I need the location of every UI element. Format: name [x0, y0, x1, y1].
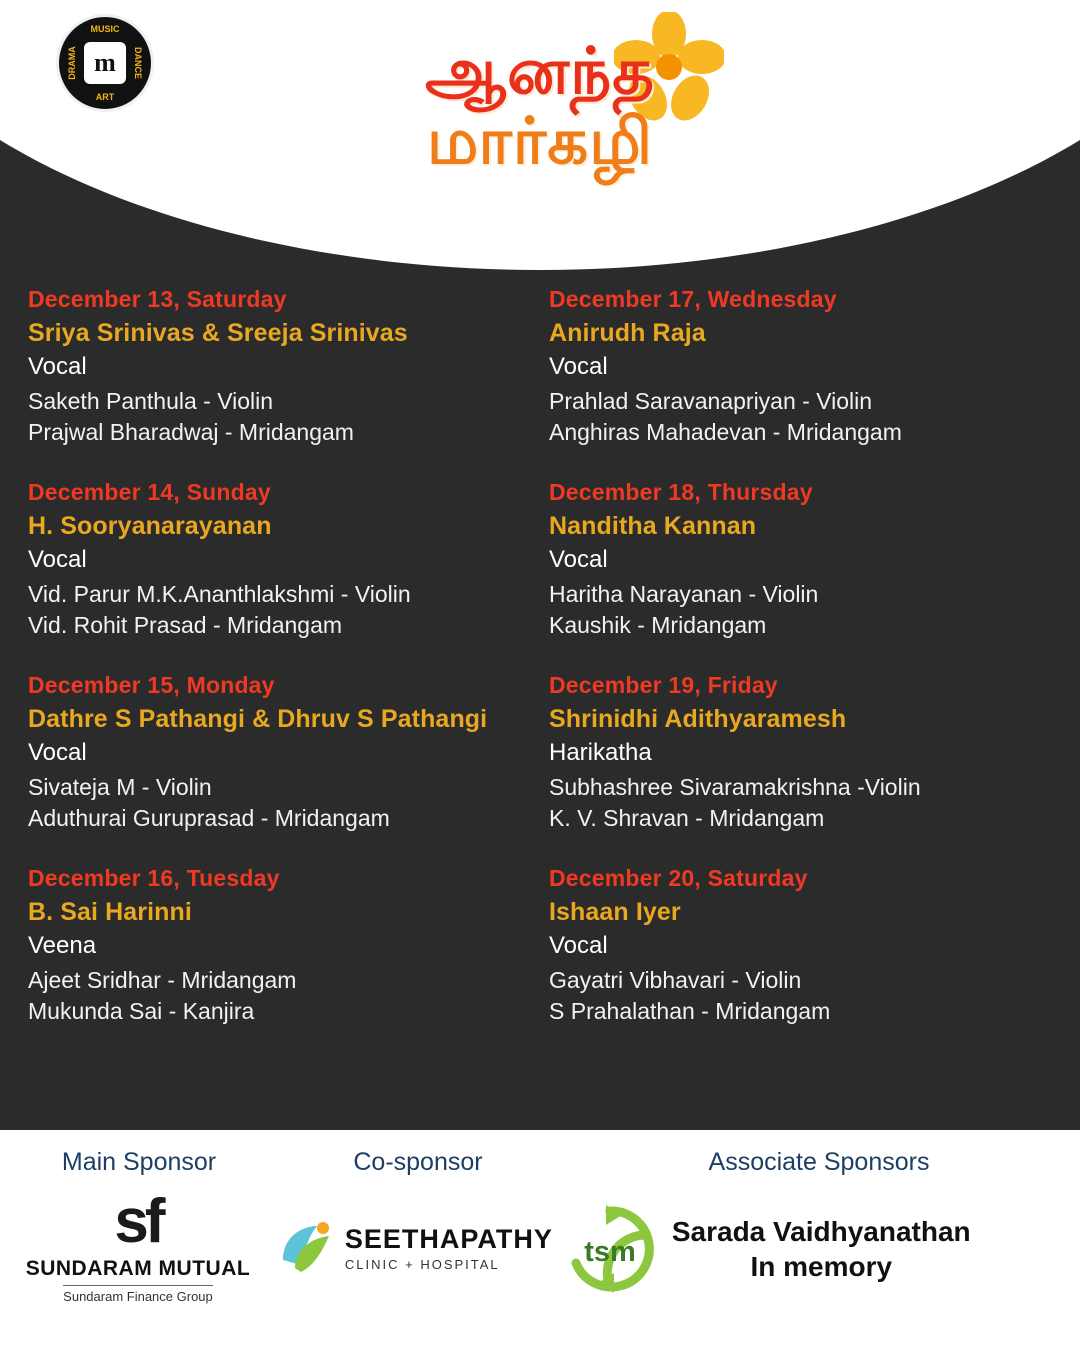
- entry-support-1: Ajeet Sridhar - Mridangam: [28, 967, 297, 994]
- main-sponsor-heading: Main Sponsor: [61, 1148, 217, 1176]
- logo-ring-text-bottom: ART: [95, 92, 115, 102]
- schedule-section: [0, 272, 1080, 1134]
- poster-title: [0, 35, 1080, 179]
- schedule-entry: [28, 672, 531, 833]
- entry-date: December 13, Saturday: [28, 286, 287, 312]
- entry-artist: Shrinidhi Adithyaramesh: [549, 705, 847, 734]
- entry-support-1: Sivateja M - Violin: [28, 774, 212, 801]
- sponsors-section: [0, 1130, 1080, 1350]
- logo-monogram: m: [84, 42, 126, 84]
- associate-sponsors-heading: Associate Sponsors: [708, 1148, 930, 1176]
- svg-text:tsm: tsm: [584, 1235, 636, 1268]
- entry-date: December 16, Tuesday: [28, 865, 280, 892]
- entry-support-2: Aduthurai Guruprasad - Mridangam: [28, 804, 390, 831]
- entry-artform: Vocal: [549, 353, 608, 380]
- logo-ring-text-top: MUSIC: [90, 24, 120, 34]
- entry-date: December 18, Thursday: [549, 479, 813, 506]
- entry-date: December 19, Friday: [549, 672, 778, 699]
- entry-artform: Vocal: [28, 739, 87, 767]
- schedule-entry: [549, 286, 1052, 447]
- entry-support-1: Saketh Panthula - Violin: [28, 388, 274, 414]
- entry-support-2: Vid. Rohit Prasad - Mridangam: [28, 611, 343, 638]
- entry-artform: Vocal: [549, 546, 608, 574]
- entry-artist: Ishaan Iyer: [549, 898, 681, 927]
- logo-ring-text-left: DRAMA: [67, 46, 77, 80]
- seethapathy-leaf-icon: [277, 1220, 337, 1278]
- entry-support-2: Kaushik - Mridangam: [549, 611, 767, 638]
- co-sponsor-logo: [276, 1220, 554, 1278]
- entry-date: December 15, Monday: [28, 672, 275, 699]
- schedule-entry: [28, 865, 531, 1026]
- co-sponsor-heading: Co-sponsor: [353, 1148, 483, 1176]
- entry-support-1: Vid. Parur M.K.Ananthlakshmi - Violin: [28, 581, 411, 608]
- schedule-entry: [28, 479, 531, 640]
- entry-support-2: Prajwal Bharadwaj - Mridangam: [28, 418, 354, 445]
- entry-artform: Vocal: [28, 353, 87, 380]
- entry-artform: Harikatha: [549, 739, 652, 767]
- entry-artist: Dathre S Pathangi & Dhruv S Pathangi: [28, 705, 488, 734]
- associate-sponsor-name: Sarada Vaidhyanathan: [671, 1215, 971, 1247]
- entry-artform: Vocal: [549, 932, 608, 960]
- co-sponsor-subtitle: CLINIC + HOSPITAL: [344, 1256, 500, 1272]
- entry-support-1: Subhashree Sivaramakrishna -Violin: [549, 774, 921, 801]
- schedule-left-column: [28, 286, 531, 1059]
- tsm-logo-icon: [562, 1203, 658, 1295]
- entry-support-1: Haritha Narayanan - Violin: [549, 581, 819, 608]
- entry-date: December 14, Sunday: [28, 479, 271, 506]
- entry-support-2: S Prahalathan - Mridangam: [549, 998, 831, 1025]
- entry-artist: B. Sai Harinni: [28, 898, 192, 927]
- schedule-entry: [549, 865, 1052, 1026]
- associate-sponsor-block: [554, 1203, 1080, 1295]
- entry-support-1: Prahlad Saravanapriyan - Violin: [549, 388, 873, 414]
- entry-artform: Veena: [28, 932, 97, 960]
- schedule-right-column: [549, 286, 1052, 1059]
- logo-ring-text-right: DANCE: [133, 46, 143, 79]
- associate-sponsor-note: In memory: [750, 1250, 893, 1282]
- entry-support-2: Mukunda Sai - Kanjira: [28, 998, 255, 1025]
- entry-artist: Nanditha Kannan: [549, 512, 757, 541]
- main-sponsor-name: SUNDARAM MUTUAL: [25, 1257, 251, 1280]
- entry-support-2: K. V. Shravan - Mridangam: [549, 804, 825, 831]
- entry-artist: H. Sooryanarayanan: [28, 512, 272, 541]
- sundaram-sf-mark: sf: [114, 1187, 162, 1256]
- entry-artform: Vocal: [28, 546, 87, 574]
- main-sponsor-logo: [0, 1187, 276, 1306]
- entry-date: December 17, Wednesday: [549, 286, 837, 312]
- schedule-entry: [549, 479, 1052, 640]
- entry-artist: Sriya Srinivas & Sreeja Srinivas: [28, 319, 408, 347]
- schedule-entry: [549, 672, 1052, 833]
- schedule-entry: [28, 286, 531, 447]
- entry-artist: Anirudh Raja: [549, 319, 706, 347]
- poster-header: [0, 0, 1080, 290]
- title-line-1: ஆனந்த: [425, 35, 655, 107]
- title-line-2: மார்கழி: [426, 105, 654, 178]
- entry-support-1: Gayatri Vibhavari - Violin: [549, 967, 802, 994]
- entry-date: December 20, Saturday: [549, 865, 808, 892]
- entry-support-2: Anghiras Mahadevan - Mridangam: [549, 418, 902, 445]
- main-sponsor-subtitle: Sundaram Finance Group: [63, 1285, 213, 1304]
- co-sponsor-name: SEETHAPATHY: [344, 1223, 553, 1254]
